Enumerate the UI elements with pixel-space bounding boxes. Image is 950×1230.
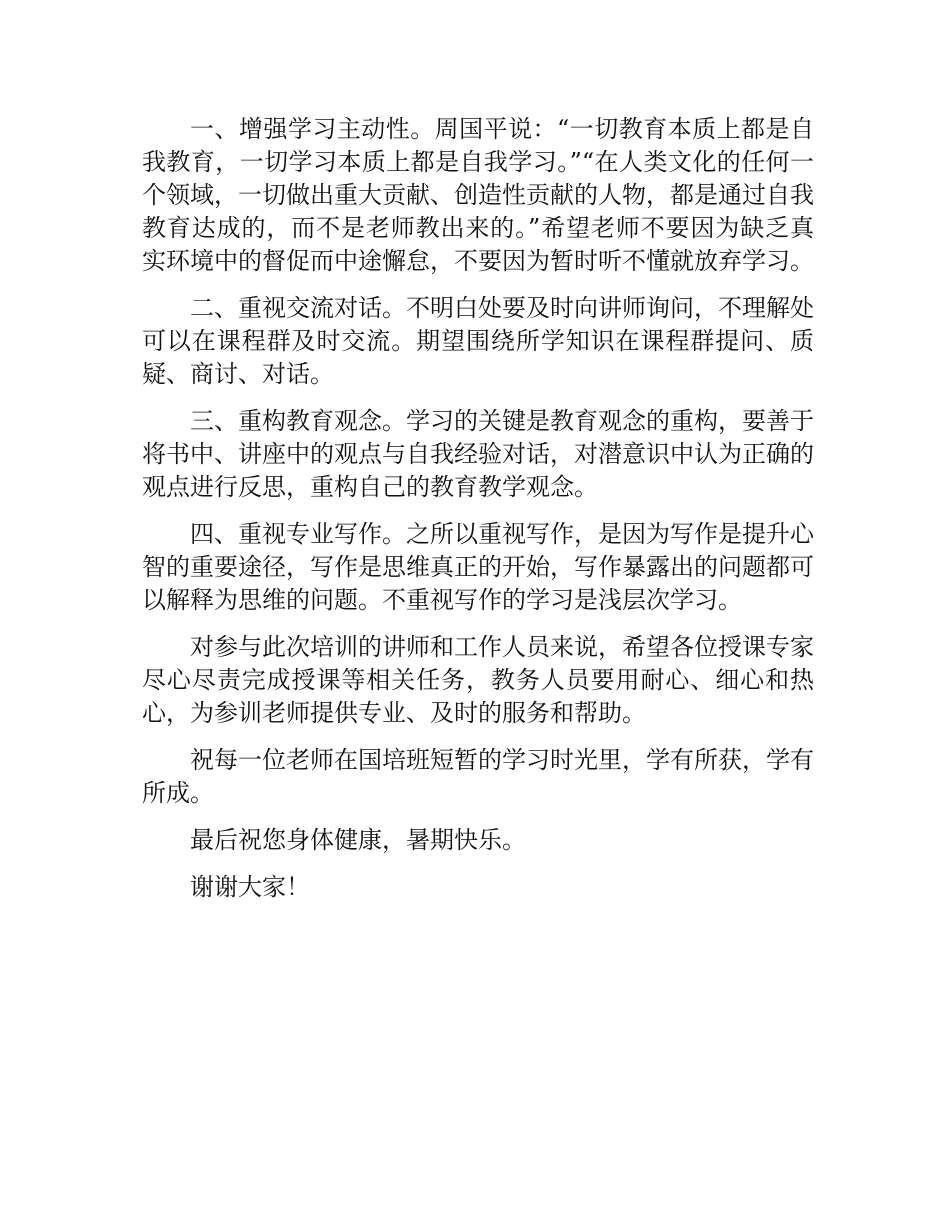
- document-body: [142, 113, 814, 918]
- paragraph-3: 三、重构教育观念。学习的关键是教育观念的重构，要善于将书中、讲座中的观点与自我经验对话，对潜意识中认为正确的观点进行反思，重构自己的教育教学观念。: [142, 407, 814, 501]
- paragraph-6: 祝每一位老师在国培班短暂的学习时光里，学有所获，学有所成。: [142, 746, 814, 807]
- paragraph-2: 二、重视交流对话。不明白处要及时向讲师询问，不理解处可以在课程群及时交流。期望围绕所学知识在课程群提问、质疑、商讨、对话。: [142, 294, 814, 388]
- paragraph-7: 最后祝您身体健康，暑期快乐。: [190, 826, 526, 854]
- paragraph-8: 谢谢大家！: [190, 873, 310, 901]
- paragraph-4: 四、重视专业写作。之所以重视写作，是因为写作是提升心智的重要途径，写作是思维真正的开始，写作暴露出的问题都可以解释为思维的问题。不重视写作的学习是浅层次学习。: [142, 520, 814, 614]
- paragraph-1: 一、增强学习主动性。周国平说：“一切教育本质上都是自我教育，一切学习本质上都是自我学习。”“在人类文化的任何一个领域，一切做出重大贡献、创造性贡献的人物，都是通过自我教育达成的，而不是老师教出来的。”希望老师不要因为缺乏真实环境中的督促而中途懈怠，不要因为暂时听不懂就放弃学习。: [142, 115, 814, 275]
- paragraph-5: 对参与此次培训的讲师和工作人员来说，希望各位授课专家尽心尽责完成授课等相关任务，教务人员要用耐心、细心和热心，为参训老师提供专业、及时的服务和帮助。: [142, 633, 814, 727]
